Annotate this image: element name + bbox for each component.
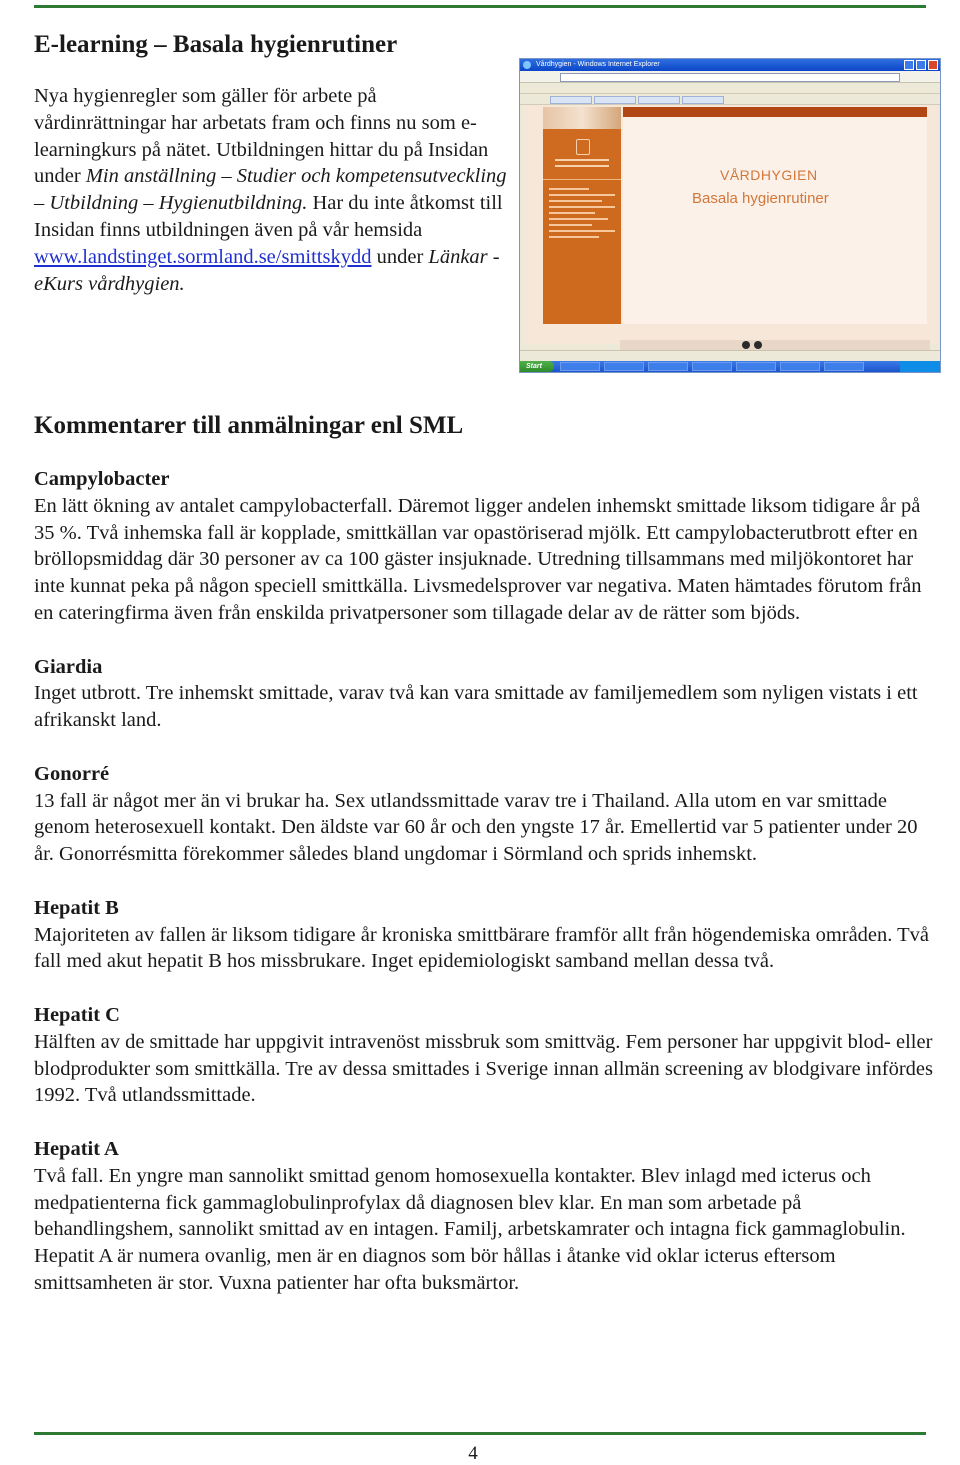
maximize-icon: [916, 60, 926, 70]
screenshot-tray: [900, 361, 940, 372]
entry-text: Majoriteten av fallen är liksom tidigare år kroniska smittbärare framför allt från högendemiska områden. Två fall med akut hepatit B hos missbrukare. Inget epidemiologiskt samband mellan dessa två.: [34, 923, 930, 973]
intro-paragraph: [34, 83, 512, 297]
entry-title: Hepatit A: [34, 1137, 119, 1160]
entry-text: Inget utbrott. Tre inhemskt smittade, varav två kan vara smittade av familjemedlem som nyligen vistats i ett afrikanskt land.: [34, 682, 918, 732]
entry-title: Hepatit C: [34, 1003, 120, 1026]
entry-hepatit-c: [34, 1002, 934, 1109]
intro-text-2: Har du inte åtkomst till Insidan finns utbildningen även på vår hemsida: [34, 192, 503, 241]
entry-text-2: Hepatit A är numera ovanlig, men är en diagnos som bör hållas i åtanke vid oklar icterus eftersom smittsamheten är stor. Vuxna patienter har ofta buksmärtor.: [34, 1245, 836, 1294]
entry-title: Gonorré: [34, 762, 110, 785]
section-title: Kommentarer till anmälningar enl SML: [34, 412, 464, 439]
entry-campylobacter: [34, 466, 934, 627]
entry-hepatit-b: [34, 895, 934, 975]
entry-text: 13 fall är något mer än vi brukar ha. Sex utlandssmittade varav tre i Thailand. Alla utom en var smittade genom heterosexuell kontakt. Den äldste var 60 år och den yngste 17 år. Emellertid var 5 patienter under 20 år. Gonorrésmitta förekommer således bland ungdomar i Sörmland och sprids inhemskt.: [34, 789, 918, 866]
screenshot-titlebar: [520, 59, 940, 71]
entry-giardia: [34, 654, 934, 734]
screenshot-heading-1: VÅRDHYGIEN: [720, 167, 818, 183]
screenshot-statusbar: [520, 350, 940, 361]
screenshot-menubar: [520, 83, 940, 94]
screenshot-toolbar: [520, 94, 940, 105]
top-rule: [34, 5, 926, 8]
elearning-screenshot: [519, 58, 941, 373]
screenshot-menu: [543, 180, 621, 246]
entry-text: Två fall. En yngre man sannolikt smittad genom homosexuella kontakter. Blev inlagd med icterus och medpatienterna fick gammaglobulinprofylax då diagnosen blev klar. En man som arbetade på behandlingshem, sannolikt smittad av en intagen. Familj, arbetskamrater och intagna fick gammaglobulin.: [34, 1164, 906, 1241]
entry-gonorre: [34, 761, 934, 868]
ie-icon: [523, 61, 531, 69]
close-icon: [928, 60, 938, 70]
landstinget-logo-icon: [543, 129, 621, 180]
intro-title: E-learning – Basala hygienrutiner: [34, 31, 398, 58]
entry-text: En lätt ökning av antalet campylobacterfall. Däremot ligger andelen inhemskt smittade liksom tidigare år på 35 %. Två inhemska fall är kopplade, smittkällan var opastöriserad mjölk. Ett campylobacterutbrott efter en bröllopsmiddag där 30 personer av ca 100 gäster insjuknade. Utredning tillsammans med miljökontoret har inte kunnat peka på någon speciell smittkälla. Livsmedelsprover var negativa. Maten hämtades förutom från en cateringfirma även från enskilda privatpersoner som tillagade delar av de rätter som bjöds.: [34, 494, 922, 624]
screenshot-address-bar: [520, 71, 940, 83]
intro-text-3: under: [371, 245, 429, 268]
pause-icon: [754, 341, 762, 349]
intro-text-1: Nya hygienregler som gäller för arbete på vårdinrättningar har arbetats fram och finns nu som e-learningkurs på nätet. Utbildningen hittar du på Insidan under: [34, 85, 489, 188]
intro-links-path: Länkar - eKurs vårdhygien.: [34, 245, 500, 295]
screenshot-sidebar: [543, 107, 621, 324]
screenshot-window-title: Vårdhygien - Windows Internet Explorer: [536, 61, 660, 68]
entry-title: Campylobacter: [34, 468, 170, 490]
entry-title: Giardia: [34, 655, 103, 678]
screenshot-player: [620, 340, 930, 350]
smittskydd-link[interactable]: www.landstinget.sormland.se/smittskydd: [34, 245, 372, 268]
entry-title: Hepatit B: [34, 896, 119, 919]
screenshot-photo: [543, 107, 621, 129]
bottom-rule: [34, 1432, 926, 1435]
play-icon: [742, 341, 750, 349]
start-button: Start: [520, 361, 554, 372]
entry-text: Hälften av de smittade har uppgivit intravenöst missbruk som smittväg. Fem personer har uppgivit blod- eller blodprodukter som smittkälla. Tre av dessa smittades i Sverige innan allmän screening av blodgivare infördes 1992. Två utlandssmittade.: [34, 1030, 933, 1107]
page-number: 4: [468, 1443, 478, 1464]
entry-hepatit-a: [34, 1136, 934, 1297]
screenshot-main: [623, 107, 927, 324]
screenshot-content: [523, 105, 937, 344]
entries: [34, 466, 934, 1324]
minimize-icon: [904, 60, 914, 70]
screenshot-taskbar: [520, 361, 940, 372]
intro-path: Min anställning – Studier och kompetensutveckling – Utbildning – Hygienutbildning.: [34, 165, 507, 215]
screenshot-heading-2: Basala hygienrutiner: [692, 190, 829, 207]
